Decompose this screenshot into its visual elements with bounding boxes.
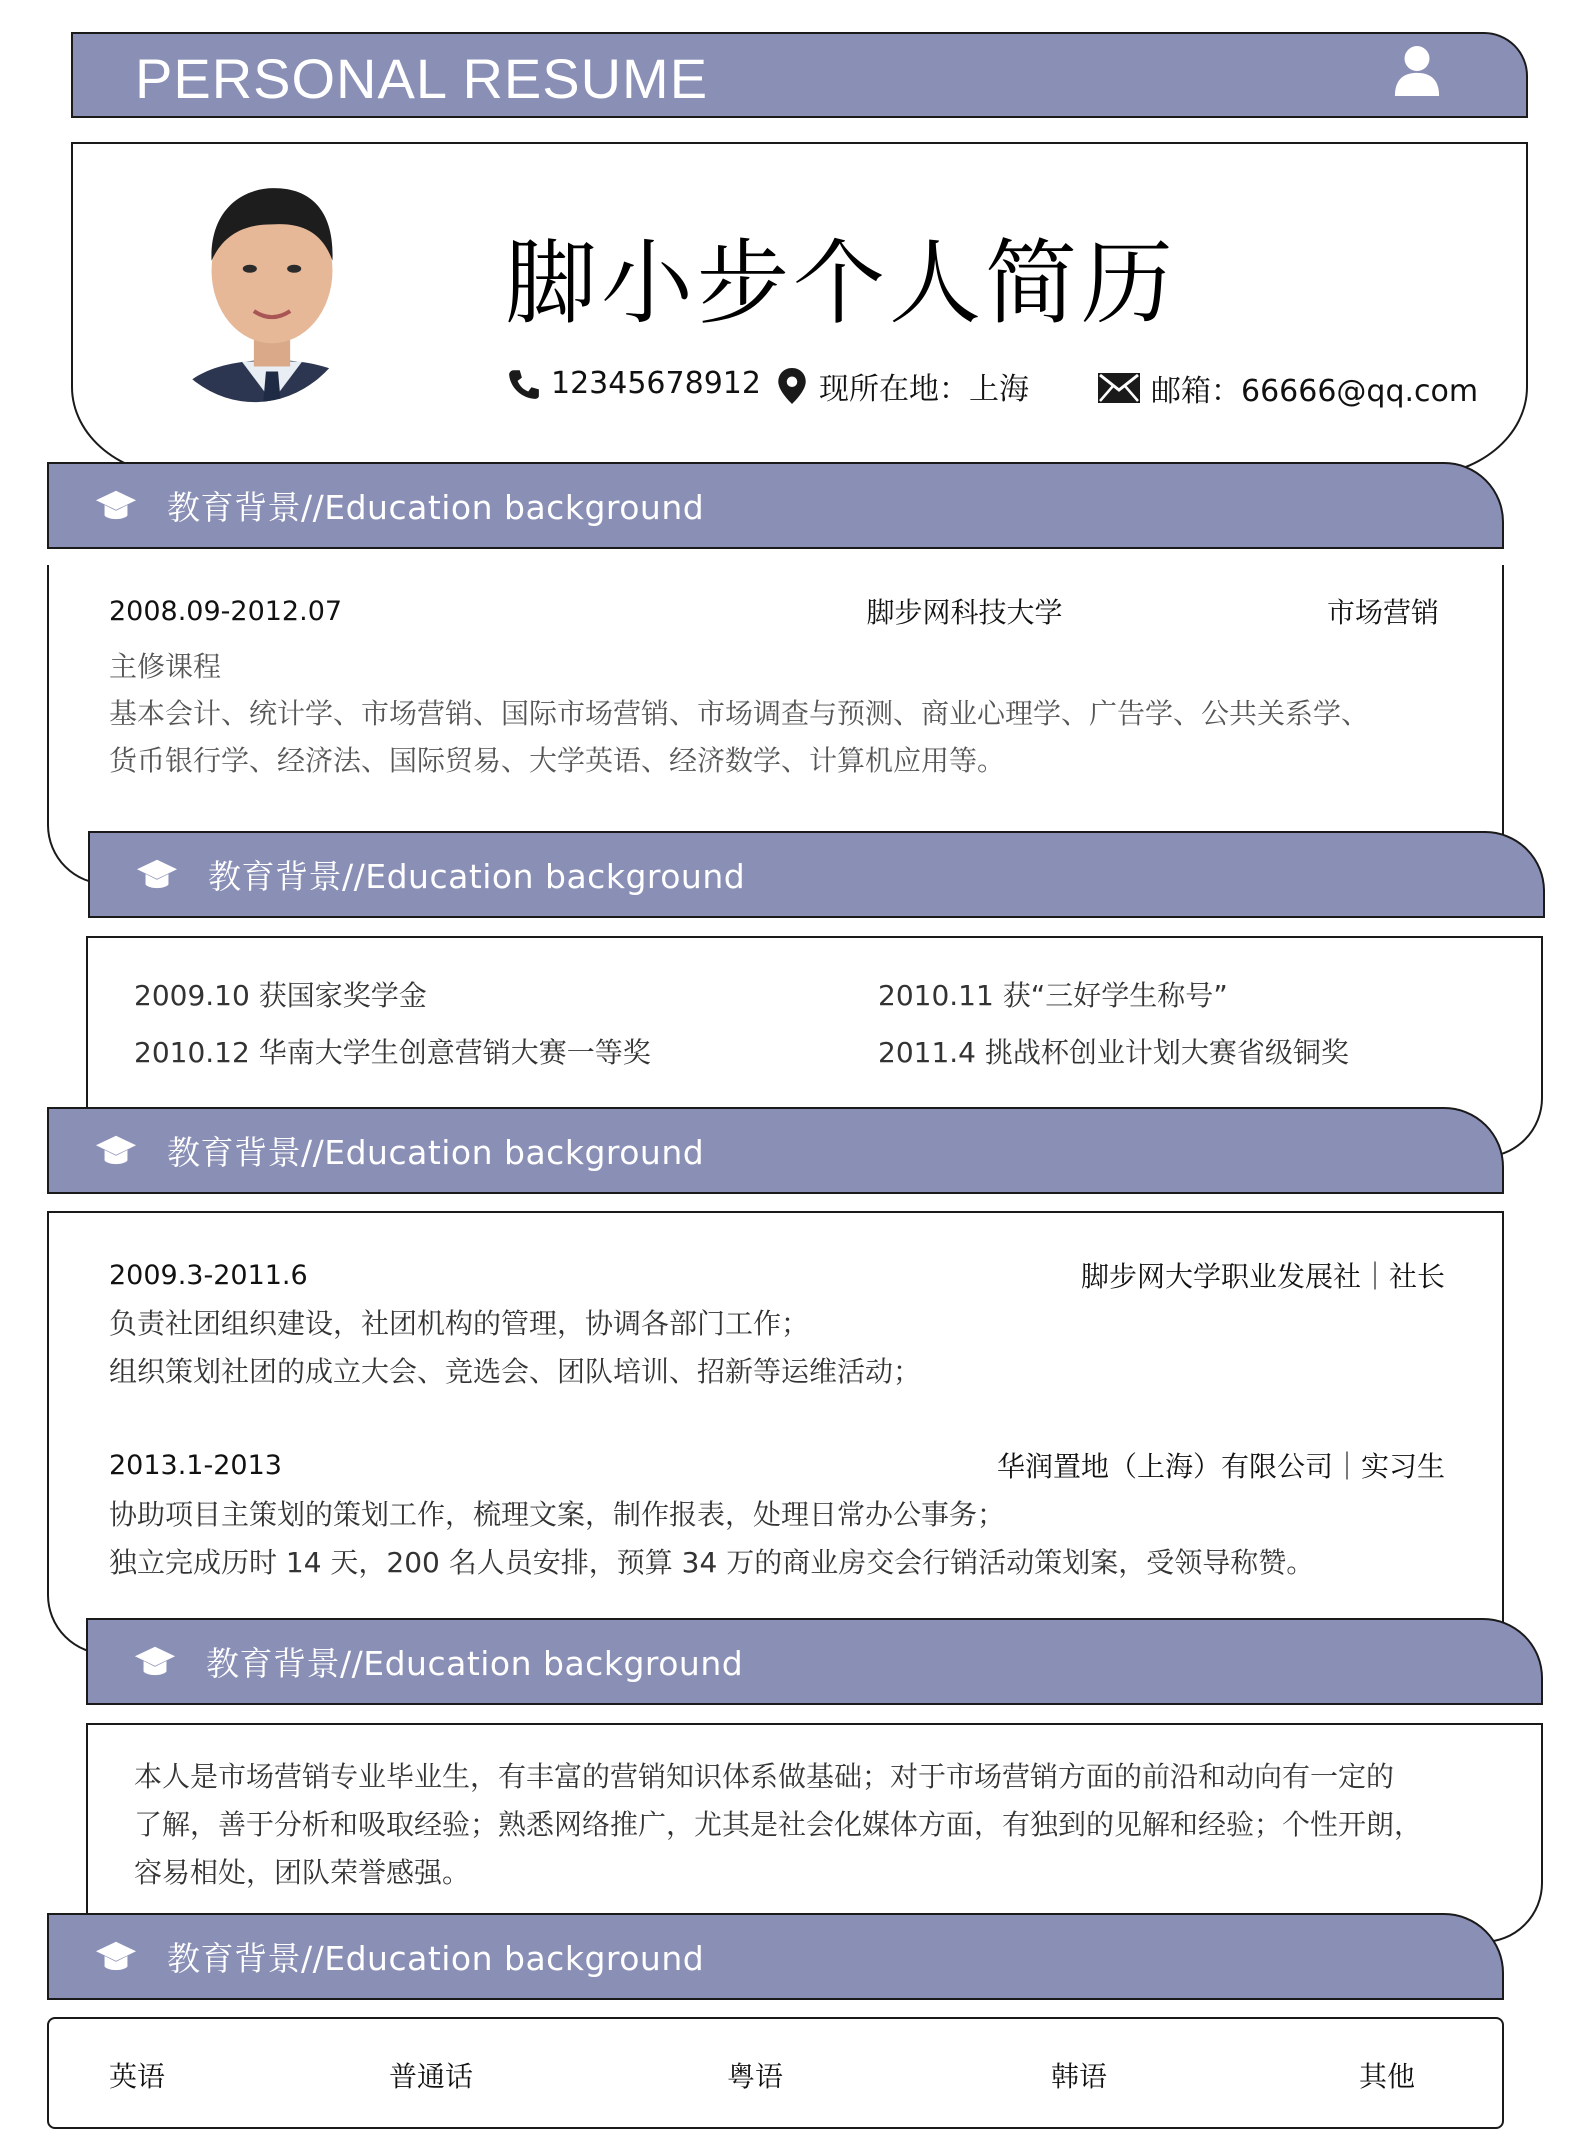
experience-org: 脚步网大学职业发展社｜社长: [1080, 1260, 1445, 1293]
language-item: 粤语: [727, 2060, 784, 2093]
experience-period: 2013.1-2013: [109, 1449, 282, 1481]
section-header-self-eval: [86, 1618, 1543, 1705]
language-item: 英语: [109, 2060, 166, 2093]
experience-card: [47, 1211, 1504, 1655]
section-title-self-eval: 教育背景//Education background: [206, 1644, 744, 1683]
award-item: 2009.10 获国家奖学金: [134, 979, 427, 1012]
section-header-education: [47, 462, 1504, 549]
graduation-cap-icon: [136, 854, 178, 896]
avatar: [161, 170, 383, 432]
location-pin-icon: [777, 367, 807, 405]
self-eval-line: 容易相处，团队荣誉感强。: [134, 1856, 471, 1889]
courses-label: 主修课程: [109, 650, 222, 683]
experience-org: 华润置地（上海）有限公司｜实习生: [996, 1450, 1445, 1483]
courses-line-2: 货币银行学、经济法、国际贸易、大学英语、经济数学、计算机应用等。: [109, 744, 1006, 777]
education-period: 2008.09-2012.07: [109, 595, 343, 627]
email-text: 邮箱：66666@qq.com: [1151, 374, 1479, 409]
award-item: 2010.12 华南大学生创意营销大赛一等奖: [134, 1036, 651, 1069]
education-row: [109, 591, 1439, 631]
section-title-experience: 教育背景//Education background: [167, 1133, 705, 1172]
education-school: 脚步网科技大学: [866, 596, 1063, 629]
award-item: 2010.11 获“三好学生称号”: [878, 979, 1228, 1012]
language-item: 其他: [1359, 2060, 1416, 2093]
courses-line-1: 基本会计、统计学、市场营销、国际市场营销、市场调查与预测、商业心理学、广告学、公共关系学、: [109, 697, 1370, 730]
phone-number: 12345678912: [551, 366, 761, 401]
self-eval-line: 本人是市场营销专业毕业生，有丰富的营销知识体系做基础；对于市场营销方面的前沿和动向有一定的: [134, 1760, 1395, 1793]
contact-email: [1097, 366, 1478, 410]
experience-line: 组织策划社团的成立大会、竞选会、团队培训、招新等运维活动；: [109, 1355, 922, 1388]
language-item: 韩语: [1051, 2060, 1108, 2093]
self-eval-line: 了解，善于分析和吸取经验；熟悉网络推广，尤其是社会化媒体方面，有独到的见解和经验；个性开朗，: [134, 1808, 1423, 1841]
section-title-awards: 教育背景//Education background: [208, 857, 746, 896]
section-header-experience: [47, 1107, 1504, 1194]
language-item: 普通话: [389, 2060, 474, 2093]
section-header-languages: [47, 1913, 1504, 2000]
graduation-cap-icon: [95, 1130, 137, 1172]
section-title-education: 教育背景//Education background: [167, 488, 705, 527]
section-title-languages: 教育背景//Education background: [167, 1939, 705, 1978]
graduation-cap-icon: [134, 1641, 176, 1683]
education-major: 市场营销: [1326, 596, 1439, 629]
graduation-cap-icon: [95, 485, 137, 527]
contact-location: [777, 364, 1029, 408]
languages-card: [47, 2017, 1504, 2129]
resume-name-title: 脚小步个人简历: [505, 230, 1178, 337]
profile-card: [71, 142, 1528, 477]
location-text: 现所在地：上海: [819, 372, 1029, 407]
experience-row-1: [109, 1255, 1445, 1295]
self-eval-card: [86, 1723, 1543, 1943]
user-icon: [1393, 44, 1441, 98]
section-header-awards: [88, 831, 1545, 918]
experience-period: 2009.3-2011.6: [109, 1259, 308, 1291]
award-item: 2011.4 挑战杯创业计划大赛省级铜奖: [878, 1036, 1349, 1069]
graduation-cap-icon: [95, 1936, 137, 1978]
resume-banner: [71, 32, 1528, 118]
experience-line: 协助项目主策划的策划工作，梳理文案，制作报表，处理日常办公事务；: [109, 1498, 1006, 1531]
contact-phone: [507, 366, 761, 401]
mail-icon: [1097, 372, 1141, 404]
banner-title: PERSONAL RESUME: [135, 47, 709, 110]
experience-line: 独立完成历时 14 天，200 名人员安排，预算 34 万的商业房交会行销活动策划案，受领导称赞。: [109, 1546, 1315, 1579]
experience-row-2: [109, 1445, 1445, 1485]
phone-icon: [507, 367, 541, 401]
experience-line: 负责社团组织建设，社团机构的管理，协调各部门工作；: [109, 1307, 810, 1340]
